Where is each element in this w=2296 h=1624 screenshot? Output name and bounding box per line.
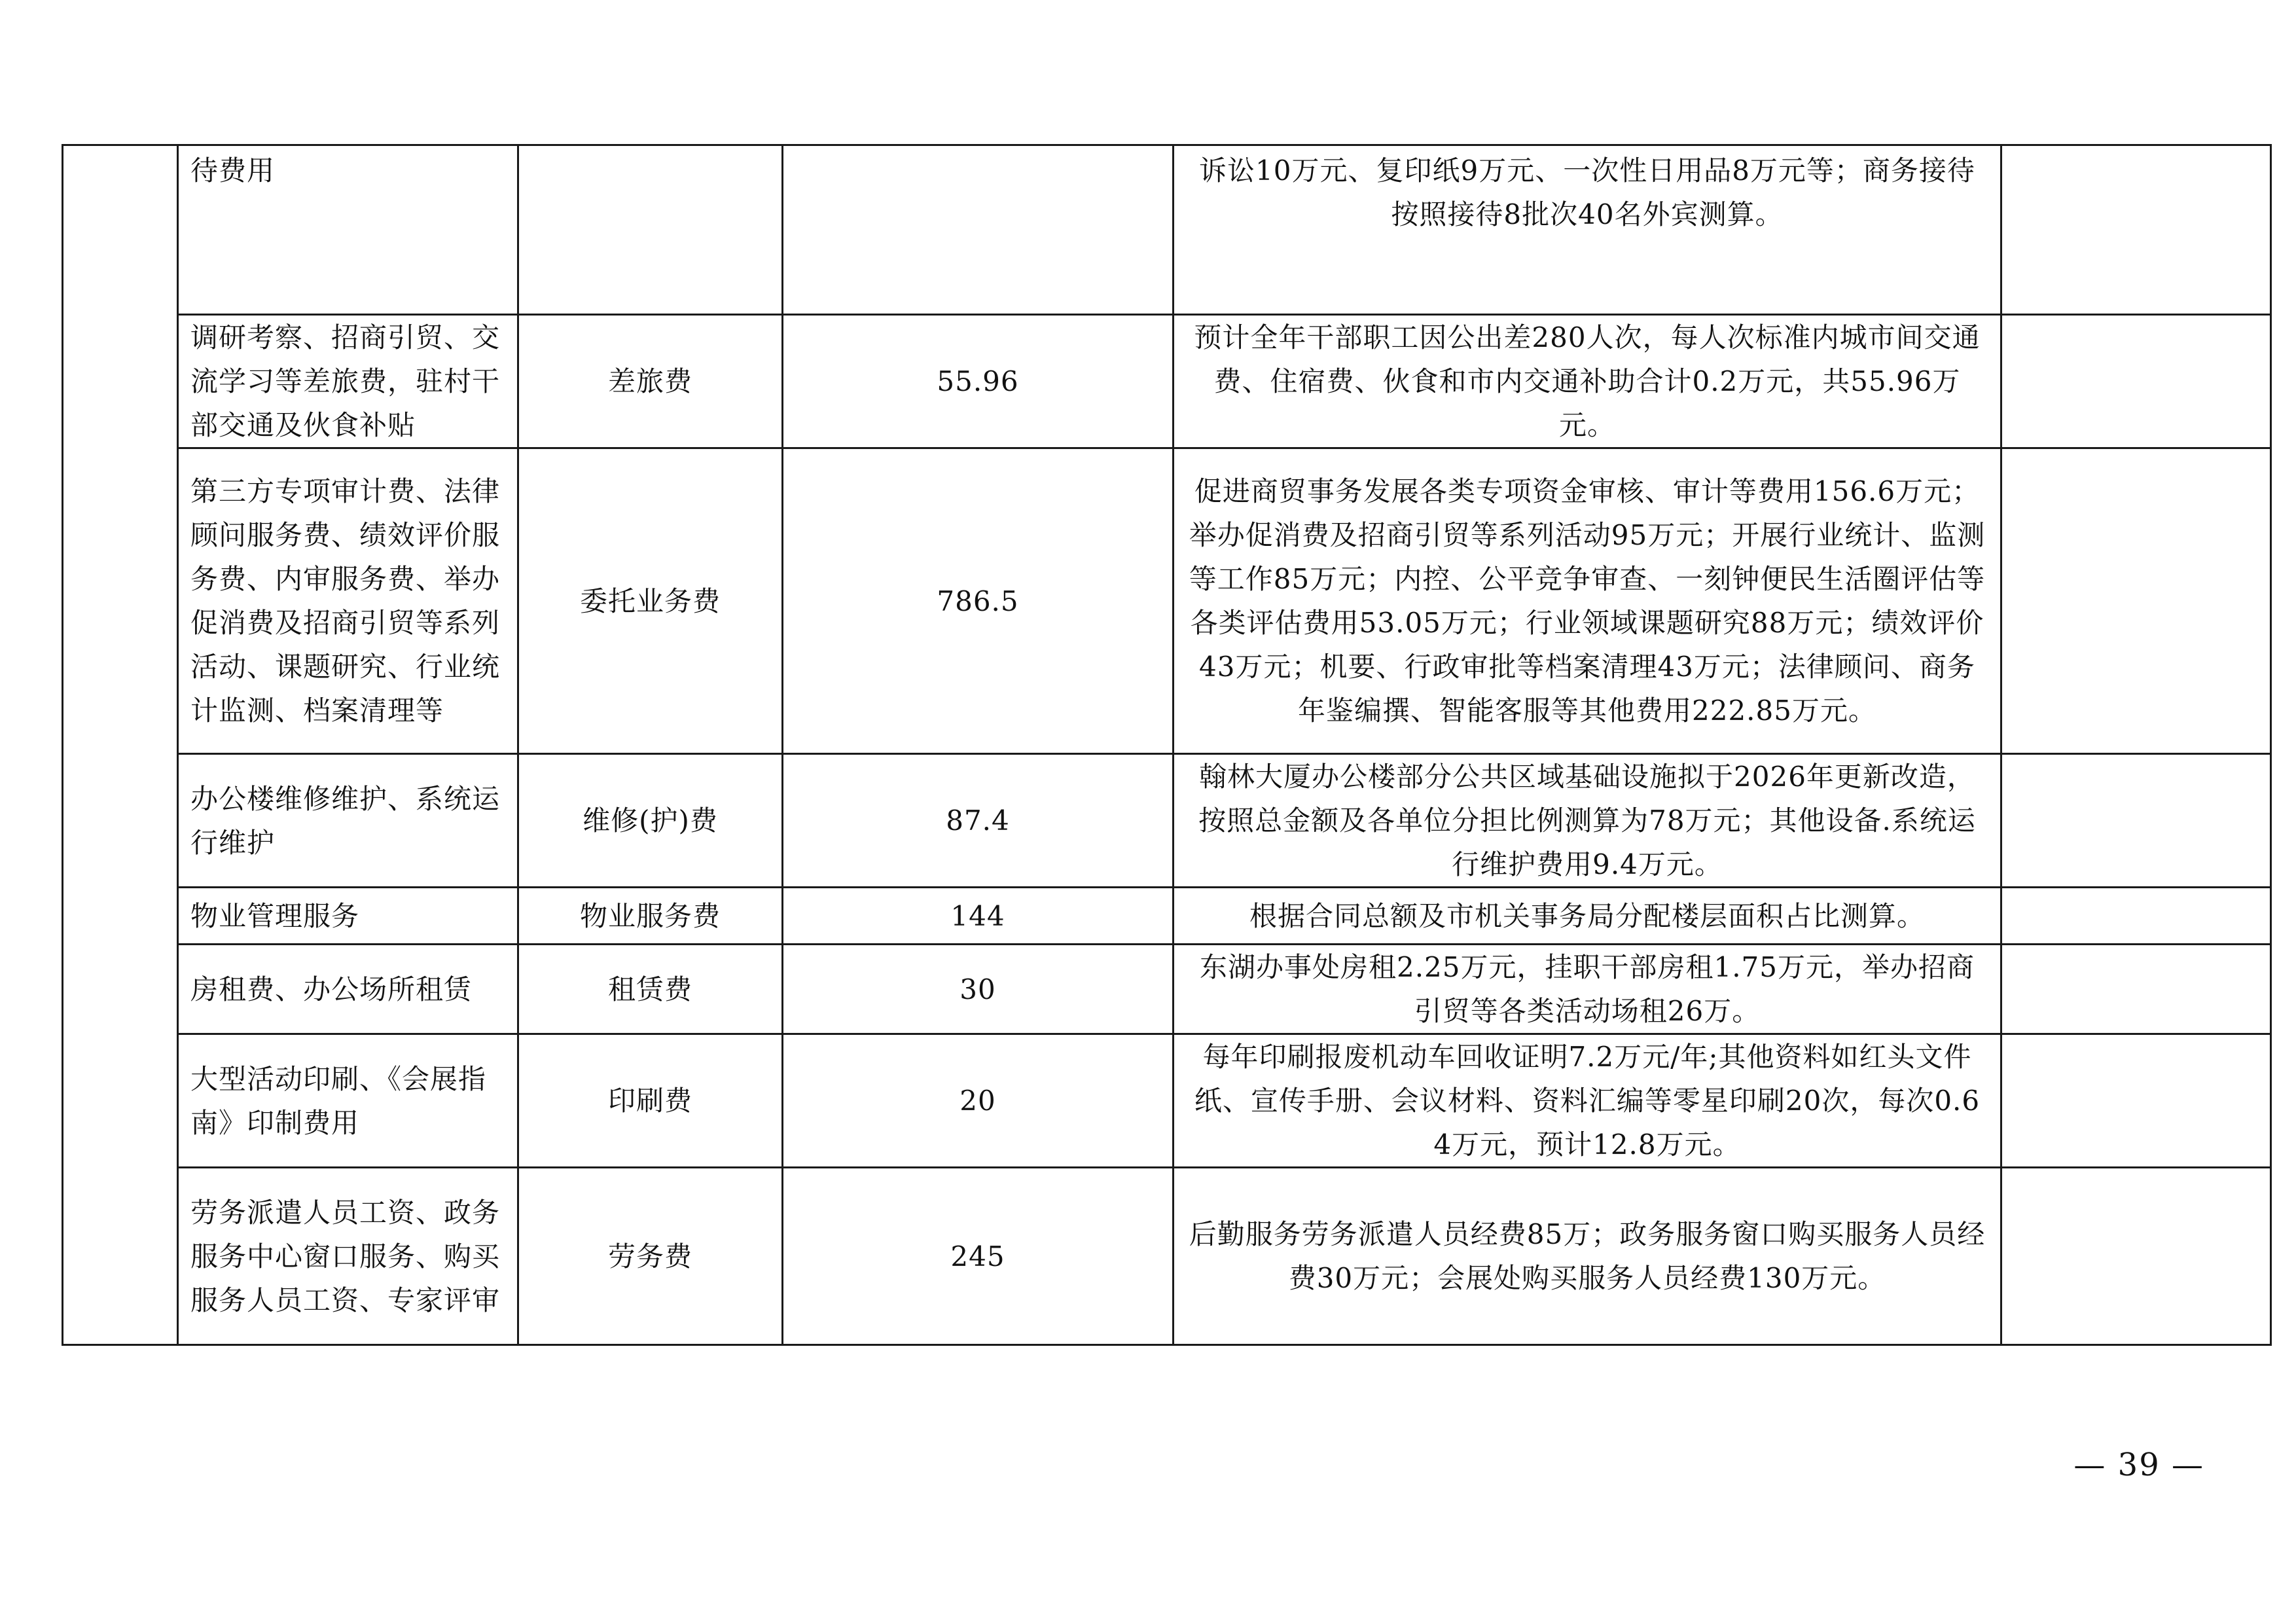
subject-cell: 维修(护)费 — [518, 754, 783, 888]
item-cell: 劳务派遣人员工资、政务服务中心窗口服务、购买服务人员工资、专家评审 — [178, 1168, 518, 1345]
table-row — [63, 945, 2271, 1034]
item-cell: 待费用 — [178, 145, 518, 315]
basis-cell: 东湖办事处房租2.25万元，挂职干部房租1.75万元，举办招商引贸等各类活动场租26万。 — [1174, 945, 2001, 1034]
note-cell — [2001, 754, 2271, 888]
amount-cell: 245 — [783, 1168, 1174, 1345]
note-cell — [2001, 888, 2271, 945]
page-number: — 39 — — [2073, 1447, 2204, 1483]
basis-cell: 根据合同总额及市机关事务局分配楼层面积占比测算。 — [1174, 888, 2001, 945]
amount-cell: 87.4 — [783, 754, 1174, 888]
amount-cell — [783, 145, 1174, 315]
basis-cell: 预计全年干部职工因公出差280人次，每人次标准内城市间交通费、住宿费、伙食和市内交通补助合计0.2万元，共55.96万元。 — [1174, 315, 2001, 448]
item-cell: 第三方专项审计费、法律顾问服务费、绩效评价服务费、内审服务费、举办促消费及招商引贸等系列活动、课题研究、行业统计监测、档案清理等 — [178, 448, 518, 754]
table-row — [63, 145, 2271, 315]
amount-cell: 30 — [783, 945, 1174, 1034]
amount-cell: 20 — [783, 1034, 1174, 1168]
basis-cell: 翰林大厦办公楼部分公共区域基础设施拟于2026年更新改造，按照总金额及各单位分担比例测算为78万元；其他设备.系统运行维护费用9.4万元。 — [1174, 754, 2001, 888]
amount-cell: 55.96 — [783, 315, 1174, 448]
subject-cell: 委托业务费 — [518, 448, 783, 754]
item-cell: 大型活动印刷、《会展指南》印制费用 — [178, 1034, 518, 1168]
amount-cell: 144 — [783, 888, 1174, 945]
subject-cell: 差旅费 — [518, 315, 783, 448]
budget-detail-table — [62, 144, 2272, 1346]
note-cell — [2001, 145, 2271, 315]
table-row — [63, 754, 2271, 888]
subject-cell: 租赁费 — [518, 945, 783, 1034]
amount-cell: 786.5 — [783, 448, 1174, 754]
table-row — [63, 315, 2271, 448]
table-row — [63, 888, 2271, 945]
note-cell — [2001, 945, 2271, 1034]
item-cell: 办公楼维修维护、系统运行维护 — [178, 754, 518, 888]
basis-cell: 每年印刷报废机动车回收证明7.2万元/年;其他资料如红头文件纸、宣传手册、会议材料、资料汇编等零星印刷20次，每次0.64万元，预计12.8万元。 — [1174, 1034, 2001, 1168]
item-cell: 房租费、办公场所租赁 — [178, 945, 518, 1034]
merged-category-cell — [63, 145, 178, 1345]
subject-cell: 劳务费 — [518, 1168, 783, 1345]
table-row — [63, 448, 2271, 754]
subject-cell: 印刷费 — [518, 1034, 783, 1168]
subject-cell: 物业服务费 — [518, 888, 783, 945]
item-cell: 调研考察、招商引贸、交流学习等差旅费，驻村干部交通及伙食补贴 — [178, 315, 518, 448]
note-cell — [2001, 1168, 2271, 1345]
item-cell: 物业管理服务 — [178, 888, 518, 945]
table-row — [63, 1034, 2271, 1168]
basis-cell: 促进商贸事务发展各类专项资金审核、审计等费用156.6万元；举办促消费及招商引贸等系列活动95万元；开展行业统计、监测等工作85万元；内控、公平竞争审查、一刻钟便民生活圈评估等各类评估费用53.05万元；行业领域课题研究88万元；绩效评价43万元；机要、行政审批等档案清理43万元；法律顾问、商务年鉴编撰、智能客服等其他费用222.85万元。 — [1174, 448, 2001, 754]
subject-cell — [518, 145, 783, 315]
basis-cell: 诉讼10万元、复印纸9万元、一次性日用品8万元等；商务接待按照接待8批次40名外宾测算。 — [1174, 145, 2001, 315]
table-row — [63, 1168, 2271, 1345]
note-cell — [2001, 1034, 2271, 1168]
note-cell — [2001, 448, 2271, 754]
note-cell — [2001, 315, 2271, 448]
basis-cell: 后勤服务劳务派遣人员经费85万；政务服务窗口购买服务人员经费30万元；会展处购买服务人员经费130万元。 — [1174, 1168, 2001, 1345]
